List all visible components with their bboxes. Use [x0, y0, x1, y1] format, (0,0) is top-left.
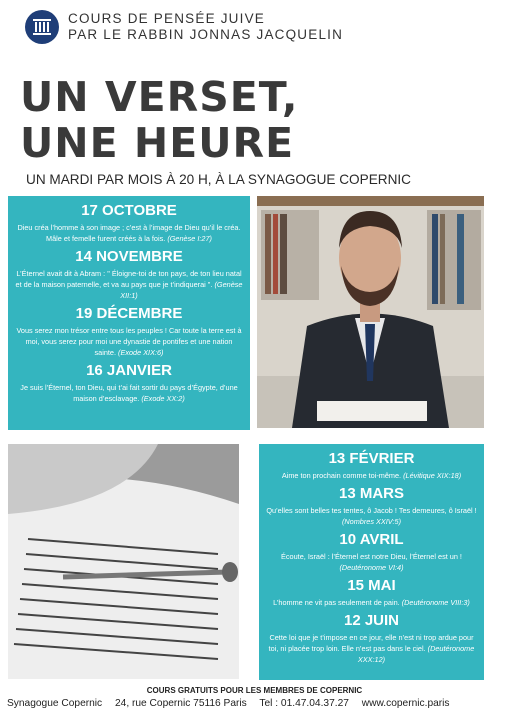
schedule-entry	[14, 202, 244, 244]
verse-reference: (Deutéronome VI:4)	[339, 563, 404, 572]
entry-verse	[14, 382, 244, 404]
entry-verse	[265, 551, 478, 573]
subtitle-line-2: PAR LE RABBIN JONNAS JACQUELIN	[68, 27, 344, 42]
entry-verse	[14, 222, 244, 244]
schedule-entry	[265, 450, 478, 481]
torah-scroll-photo	[8, 444, 239, 679]
headline-line-2: UNE HEURE	[20, 119, 295, 167]
schedule-panel-right	[259, 444, 484, 680]
phone: Tel : 01.47.04.37.27	[259, 698, 349, 709]
entry-date: 10 AVRIL	[339, 531, 404, 548]
verse-text: Vous serez mon trésor entre tous les peuples ! Car toute la terre est à moi, vous serez pour moi une dynastie de pontifes et une nation sainte.	[16, 326, 242, 357]
entry-date: 19 DÉCEMBRE	[75, 305, 183, 322]
website-link[interactable]: www.copernic.paris	[361, 698, 450, 709]
entry-date: 13 FÉVRIER	[328, 450, 415, 467]
entry-date: 15 MAI	[347, 577, 396, 594]
free-courses-notice: COURS GRATUITS POUR LES MEMBRES DE COPERNIC	[146, 686, 363, 695]
verse-text: L’homme ne vit pas seulement de pain.	[273, 598, 400, 607]
entry-date: 17 OCTOBRE	[81, 202, 177, 219]
schedule-entry	[14, 305, 244, 358]
schedule-entry	[265, 485, 478, 527]
verse-reference: (Exode XX:2)	[141, 394, 185, 403]
verse-text: Aime ton prochain comme toi-même.	[281, 471, 402, 480]
schedule-entry	[14, 362, 244, 404]
verse-text: Qu’elles sont belles tes tentes, ô Jacob ! Tes demeures, ô Israël !	[266, 506, 477, 515]
schedule-entry	[265, 577, 478, 608]
entry-verse	[265, 470, 478, 481]
verse-text: L’Éternel avait dit à Abram : " Éloigne-toi de ton pays, de ton lieu natal et de la maison paternelle, et va au pays que je t’indiquerai ".	[15, 269, 242, 289]
headline	[20, 74, 298, 166]
verse-text: Cette loi que je t’impose en ce jour, elle n’est ni trop ardue pour toi, ni placée trop loin. Elle n’est pas dans le ciel.	[268, 633, 474, 653]
verse-reference: (Lévitique XIX:18)	[403, 471, 462, 480]
tagline: UN MARDI PAR MOIS À 20 H, À LA SYNAGOGUE COPERNIC	[26, 172, 411, 187]
verse-reference: (Genèse XII:1)	[120, 280, 243, 300]
verse-text: Dieu créa l’homme à son image ; c’est à l’image de Dieu qu’il le créa. Mâle et femelle furent créés à la fois.	[17, 223, 241, 243]
schedule-entry	[265, 612, 478, 665]
headline-line-1: UN VERSET,	[20, 73, 299, 121]
verse-reference: (Genèse I:27)	[167, 234, 212, 243]
schedule-panel-left	[8, 196, 250, 430]
subtitle-line-1: COURS DE PENSÉE JUIVE	[68, 11, 265, 26]
rabbi-portrait-photo	[257, 196, 484, 428]
verse-reference: (Nombres XXIV:5)	[341, 517, 402, 526]
entry-verse	[265, 597, 478, 608]
entry-date: 13 MARS	[338, 485, 405, 502]
copernic-logo-icon	[25, 10, 59, 44]
verse-reference: (Exode XIX:6)	[118, 348, 164, 357]
entry-date: 12 JUIN	[343, 612, 400, 629]
venue-name: Synagogue Copernic	[7, 698, 103, 709]
entry-date: 16 JANVIER	[86, 362, 172, 379]
entry-verse	[14, 268, 244, 301]
verse-reference: (Deutéronome XXX:12)	[357, 644, 475, 664]
verse-text: Écoute, Israël : l’Éternel est notre Dieu, l’Éternel est un !	[281, 552, 462, 561]
verse-text: Je suis l’Éternel, ton Dieu, qui t’ai fait sortir du pays d’Égypte, d’une maison d’esclavage.	[20, 383, 238, 403]
schedule-entry	[14, 248, 244, 301]
verse-reference: (Deutéronome VIII:3)	[401, 598, 470, 607]
entry-verse	[265, 632, 478, 665]
entry-date: 14 NOVEMBRE	[75, 248, 183, 265]
entry-verse	[14, 325, 244, 358]
entry-verse	[265, 505, 478, 527]
contact-footer	[7, 698, 460, 709]
schedule-entry	[265, 531, 478, 573]
address: 24, rue Copernic 75116 Paris	[115, 698, 247, 709]
course-subtitle	[68, 11, 343, 43]
